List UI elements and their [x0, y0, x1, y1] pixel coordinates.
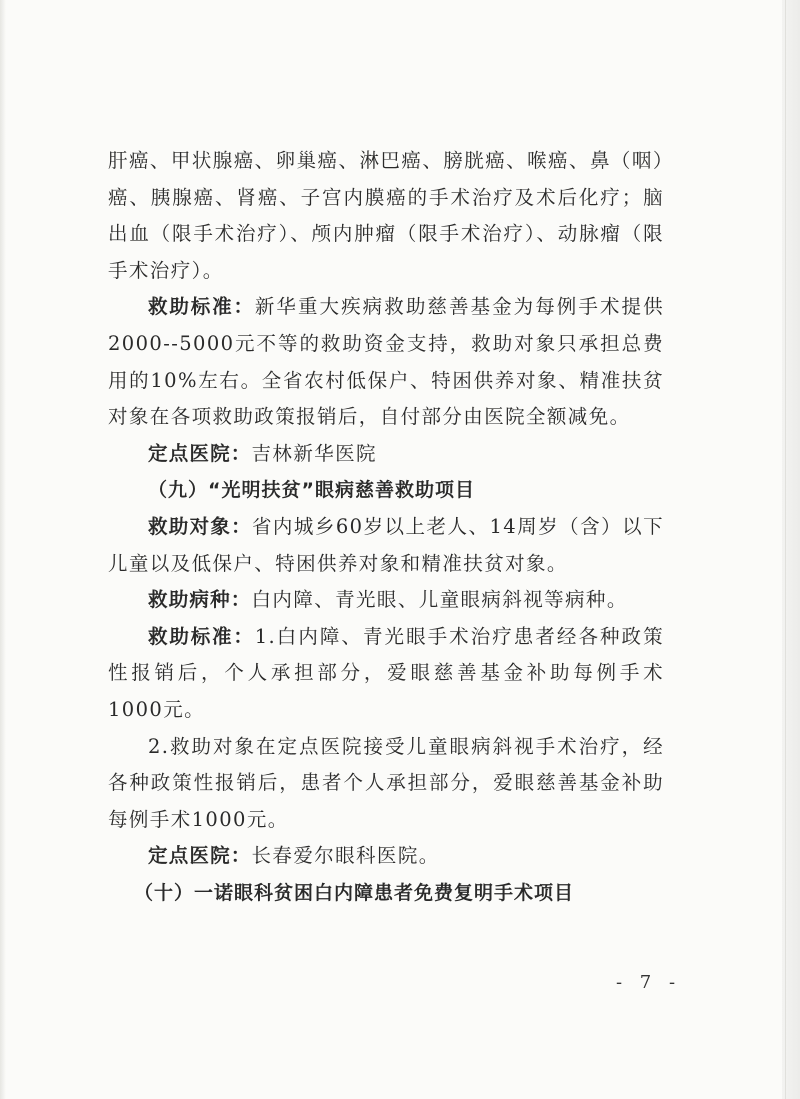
heading-9-prefix: （九）: [148, 479, 209, 502]
label-aid-standard: 救助标准：: [148, 295, 255, 319]
label-designated-hospital-2: 定点医院：: [148, 844, 252, 868]
heading-9-quote: “光明扶贫”: [208, 479, 315, 502]
text-aid-target: 省内城乡60岁以上老人、14周岁（含）以下儿童以及低保户、特困供养对象和精准扶贫对象。: [108, 514, 664, 575]
paragraph-strabismus: 2.救助对象在定点医院接受儿童眼病斜视手术治疗，经各种政策性报销后，患者个人承担部分，爱眼慈善基金补助每例手术1000元。: [108, 734, 664, 831]
scan-right-line: [785, 0, 786, 1099]
paragraph-disease-list: 肝癌、甲状腺癌、卵巢癌、淋巴癌、膀胱癌、喉癌、鼻（咽）癌、胰腺癌、肾癌、子宫内膜癌的手术治疗及术后化疗；脑出血（限手术治疗）、颅内肿瘤（限手术治疗）、动脉瘤（限手术治疗）。: [108, 149, 664, 282]
paragraph-aid-target: [108, 509, 664, 582]
label-aid-standard-2: 救助标准：: [148, 624, 255, 648]
text-aid-diseases: 白内障、青光眼、儿童眼病斜视等病种。: [251, 588, 628, 612]
paragraph-aid-standard: [108, 289, 664, 435]
text-designated-hospital: 吉林新华医院: [251, 441, 377, 465]
scan-left-edge: [0, 0, 6, 1099]
section-heading-9: [108, 472, 664, 509]
paragraph-designated-hospital-2: [108, 838, 664, 875]
label-designated-hospital: 定点医院：: [148, 441, 252, 465]
text-designated-hospital-2: 长春爱尔眼科医院。: [251, 844, 440, 868]
page-number: - 7 -: [616, 972, 682, 993]
paragraph-designated-hospital: [108, 436, 664, 473]
paragraph-aid-standard-2: [108, 619, 664, 729]
text-aid-standard-2: 1.白内障、青光眼手术治疗患者经各种政策性报销后，个人承担部分，爱眼慈善基金补助每例手术1000元。: [108, 624, 664, 721]
text-aid-standard: 新华重大疾病救助慈善基金为每例手术提供2000--5000元不等的救助资金支持，救助对象只承担总费用的10%左右。全省农村低保户、特困供养对象、精准扶贫对象在各项救助政策报销后，自付部分由医院全额减免。: [108, 295, 664, 429]
paragraph-aid-diseases: [108, 582, 664, 619]
section-heading-10: （十）一诺眼科贫困白内障患者免费复明手术项目: [134, 881, 575, 904]
label-aid-target: 救助对象：: [148, 514, 252, 538]
document-body: [108, 143, 664, 911]
label-aid-diseases: 救助病种：: [148, 588, 252, 612]
heading-9-text: 眼病慈善救助项目: [315, 479, 476, 502]
